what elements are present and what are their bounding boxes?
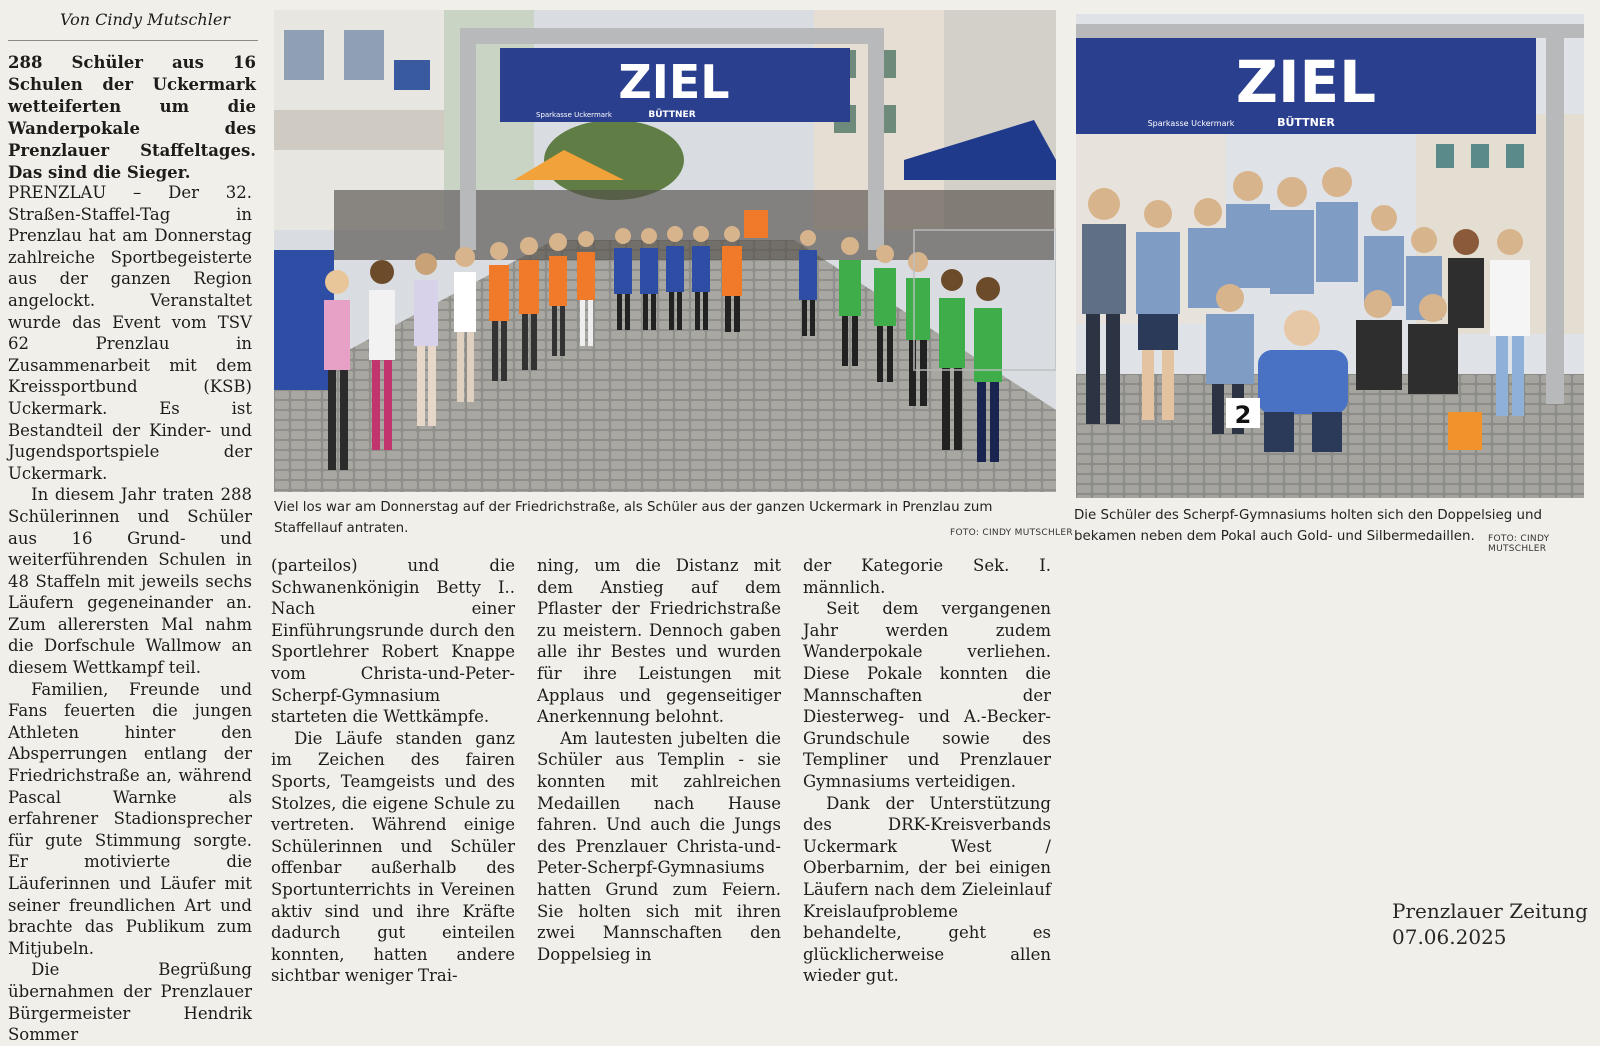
paragraph: Am lautesten jubelten die Schüler aus Templin - sie konnten mit zahlreichen Medaillen nach Hause fahren. Und auch die Jungs des Prenzlauer Christa-und-Peter-Scherpf-Gymnasiums hatten Grund zum Feiern. Sie holten sich mit ihren zwei Mannschaften den Doppelsieg in (537, 728, 781, 964)
paragraph: Seit dem vergangenen Jahr werden zudem Wanderpokale verliehen. Diese Pokale konnten die Mannschaften der Diesterweg- und A.-Becker-Grundschule sowie des Templiner und Prenzlauer Gymnasiums verteidigen. (803, 599, 1051, 791)
banner-sponsor-center: BÜTTNER (648, 110, 696, 120)
photo-credit-2: FOTO: CINDY MUTSCHLER (1488, 534, 1550, 554)
paragraph: Die Läufe standen ganz im Zeichen des fairen Sports, Teamgeists und des Stolzes, die eigene Schule zu vertreten. Während einige Schülerinnen und Schüler offenbar außerhalb des Sportunterrichts in Vereinen aktiv sind und ihre Kräfte dadurch gut einteilen konnten, hatten andere sichtbar weniger Trai- (271, 728, 515, 986)
paragraph: ning, um die Distanz mit dem Anstieg auf dem Pflaster der Friedrichstraße zu meistern. Dennoch gaben alle ihr Bestes und wurden für ihre Leistungen mit Applaus und gegenseitiger Anerkennung belohnt. (537, 556, 781, 727)
photo-winning-team (1076, 14, 1584, 498)
paragraph: Familien, Freunde und Fans feuerten die jungen Athleten hinter den Absperrungen entlang der Friedrichstraße an, während Pascal Warnke als erfahrener Stadionsprecher für gute Stimmung sorgte. Er motivierte die Läuferinnen und Läufer mit seiner freundlichen Art und brachte das Publikum zum Mitjubeln. (8, 679, 252, 958)
source-note (1392, 898, 1588, 950)
banner-sponsor-center: BÜTTNER (1277, 116, 1335, 129)
banner-ziel-text: ZIEL (618, 55, 730, 109)
number-sign-text: 2 (1234, 401, 1252, 429)
paragraph: Dank der Unterstützung des DRK-Kreisverbands Uckermark West / Oberbarnim, der bei einigen Läufern nach dem Zieleinlauf Kreislaufprobleme behandelte, geht es glücklicherweise allen wieder gut. (803, 793, 1051, 986)
newspaper-name: Prenzlauer Zeitung (1392, 899, 1588, 923)
article-lead: 288 Schüler aus 16 Schulen der Uckermark wetteiferten um die Wanderpokale des Prenzlauer Staffeltages. Das sind die Sieger. (8, 53, 256, 182)
byline: Von Cindy Mutschler (60, 10, 230, 29)
divider (8, 40, 258, 41)
paragraph: (parteilos) und die Schwanenkönigin Betty I.. Nach einer Einführungsrunde durch den Sportlehrer Robert Knappe vom Christa-und-Peter-Scherpf-Gymnasium starteten die Wettkämpfe. (271, 556, 515, 727)
article-column-3 (537, 555, 781, 965)
photo-finish-line-crowd (274, 10, 1056, 492)
article-column-4 (803, 555, 1051, 987)
banner-sponsor-left: Sparkasse Uckermark (536, 111, 612, 119)
article-column-1 (8, 182, 252, 1046)
publication-date: 07.06.2025 (1392, 925, 1507, 949)
photo-caption-1: Viel los war am Donnerstag auf der Friedrichstraße, als Schüler aus der ganzen Uckermark in Prenzlau zum Staffellauf antraten. (274, 500, 993, 536)
banner-sponsor-left: Sparkasse Uckermark (1147, 119, 1235, 128)
article-column-2 (271, 555, 515, 987)
paragraph: PRENZLAU – Der 32. Straßen-Staffel-Tag in Prenzlau hat am Donnerstag zahlreiche Sportbegeisterte aus der ganzen Region angelockt. Veranstaltet wurde das Event vom TSV 62 Prenzlau in Zusammenarbeit mit dem Kreissportbund (KSB) Uckermark. Es ist Bestandteil der Kinder- und Jugendsportspiele der Uckermark. (8, 183, 252, 483)
paragraph: Die Begrüßung übernahmen der Prenzlauer Bürgermeister Hendrik Sommer (8, 960, 252, 1045)
photo-caption-2: Die Schüler des Scherpf-Gymnasiums holten sich den Doppelsieg und bekamen neben dem Pokal auch Gold- und Silbermedaillen. (1074, 508, 1542, 544)
paragraph: In diesem Jahr traten 288 Schülerinnen und Schüler aus 16 Grund- und weiterführenden Schulen in 48 Staffeln mit jeweils sechs Läufern gegeneinander an. Zum allerersten Mal nahm die Dorfschule Wallmow an diesem Wettkampf teil. (8, 485, 252, 678)
paragraph: der Kategorie Sek. I. männlich. (803, 556, 1051, 597)
banner-ziel-text: ZIEL (1235, 48, 1377, 116)
photo-credit-1: FOTO: CINDY MUTSCHLER (950, 528, 1073, 538)
